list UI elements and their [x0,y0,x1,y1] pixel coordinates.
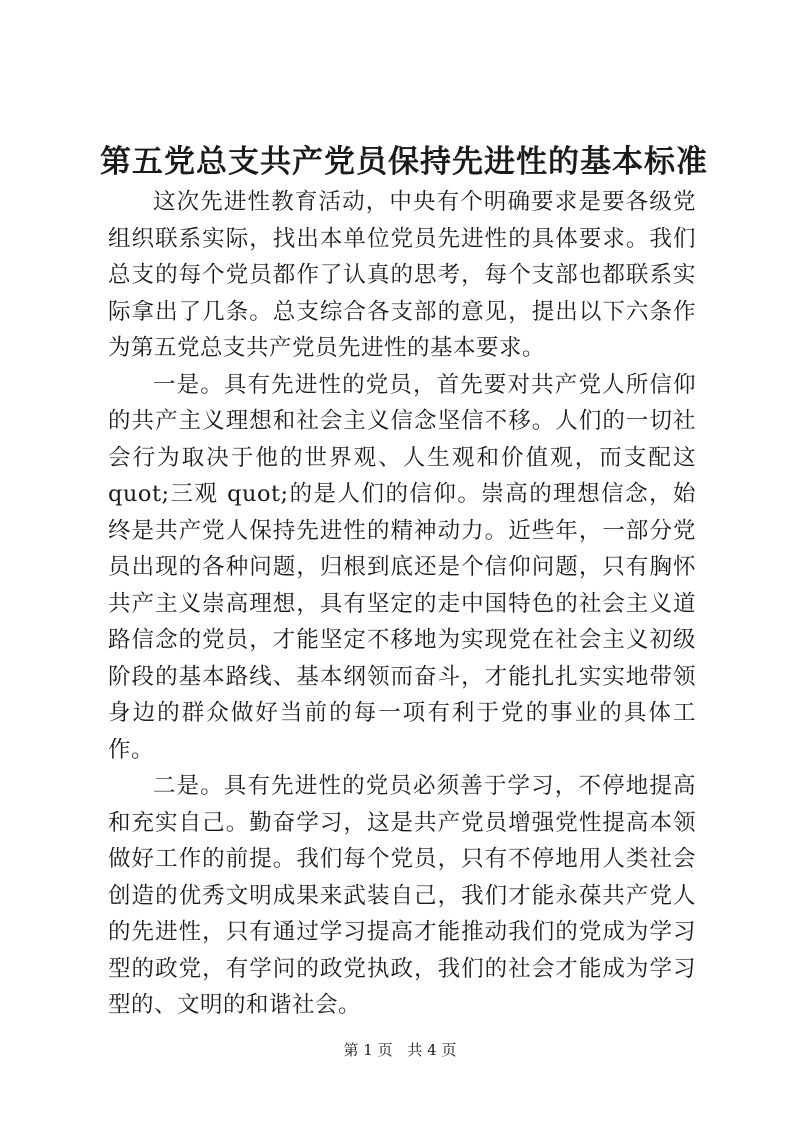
paragraph-point-one: 一是。具有先进性的党员，首先要对共产党人所信仰的共产主义理想和社会主义信念坚信不移。人们的一切社会行为取决于他的世界观、人生观和价值观，而支配这 quot;三观 quot;的是人们的信仰。崇高的理想信念，始终是共产党人保持先进性的精神动力。近些年，一部分党员出现的各种问题，归根到底还是个信仰问题，只有胸怀共产主义崇高理想，具有坚定的走中国特色的社会主义道路信念的党员，才能坚定不移地为实现党在社会主义初级阶段的基本路线、基本纲领而奋斗，才能扎扎实实地带领身边的群众做好当前的每一项有利于党的事业的具体工作。 [108,371,696,763]
document-title: 第五党总支共产党员保持先进性的基本标准 [100,144,708,180]
page-total: 共 4 页 [407,1041,457,1059]
page-number: 第 1 页 [343,1041,393,1059]
paragraph-intro: 这次先进性教育活动，中央有个明确要求是要各级党组织联系实际，找出本单位党员先进性的具体要求。我们总支的每个党员都作了认真的思考，每个支部也都联系实际拿出了几条。总支综合各支部的意见，提出以下六条作为第五党总支共产党员先进性的基本要求。 [108,189,696,361]
paragraph-point-two: 二是。具有先进性的党员必须善于学习，不停地提高和充实自己。勤奋学习，这是共产党员增强党性提高本领做好工作的前提。我们每个党员，只有不停地用人类社会创造的优秀文明成果来武装自己，我们才能永葆共产党人的先进性，只有通过学习提高才能推动我们的党成为学习型的政党，有学问的政党执政，我们的社会才能成为学习型的、文明的和谐社会。 [108,773,696,1018]
document-body [108,184,696,1024]
page-footer [0,1040,800,1060]
